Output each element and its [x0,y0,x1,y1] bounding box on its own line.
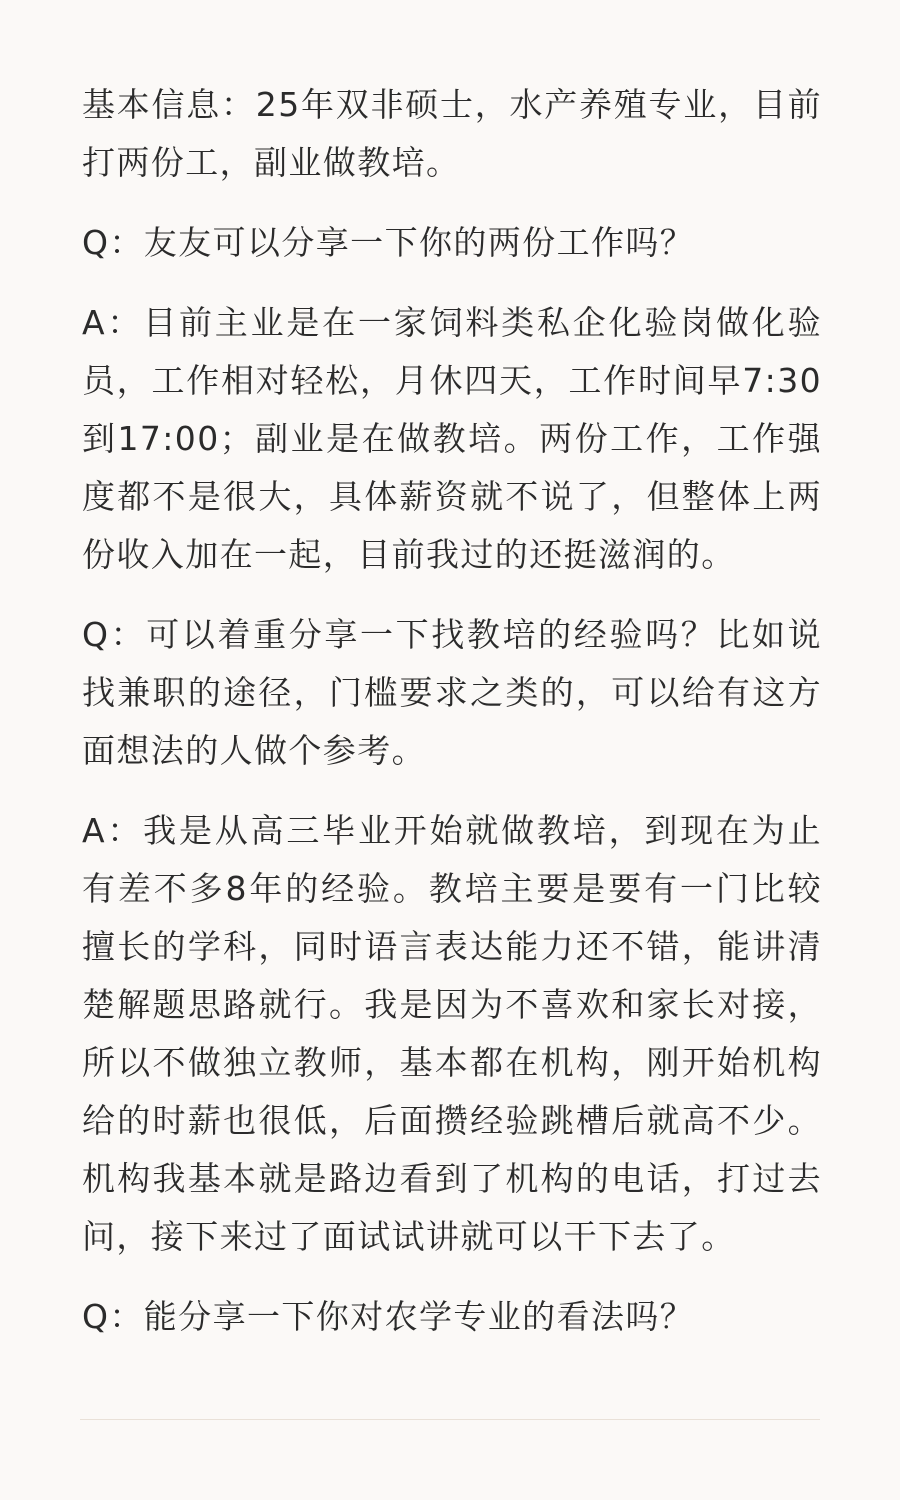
divider [80,1419,820,1420]
question-two-jobs: Q：友友可以分享一下你的两份工作吗？ [82,223,695,262]
answer-tutoring-experience: A：我是从高三毕业开始就做教培，到现在为止有差不多8年的经验。教培主要是要有一门比较擅长的学科，同时语言表达能力还不错，能讲清楚解题思路就行。我是因为不喜欢和家长对接，所以不做独立教师，基本都在机构，刚开始机构给的时薪也很低，后面攒经验跳槽后就高不少。机构我基本就是路边看到了机构的电话，打过去问，接下来过了面试试讲就可以干下去了。 [82,811,822,1256]
question-agriculture-major: Q：能分享一下你对农学专业的看法吗？ [82,1297,695,1336]
answer-two-jobs: A：目前主业是在一家饲料类私企化验岗做化验员，工作相对轻松，月休四天，工作时间早7:30到17:00；副业是在做教培。两份工作，工作强度都不是很大，具体薪资就不说了，但整体上两份收入加在一起，目前我过的还挺滋润的。 [82,303,822,574]
article-body [82,76,822,1368]
question-tutoring-experience: Q：可以着重分享一下找教培的经验吗？比如说找兼职的途径，门槛要求之类的，可以给有这方面想法的人做个参考。 [82,615,822,770]
paragraph-basic-info: 基本信息：25年双非硕士，水产养殖专业，目前打两份工，副业做教培。 [82,85,822,182]
